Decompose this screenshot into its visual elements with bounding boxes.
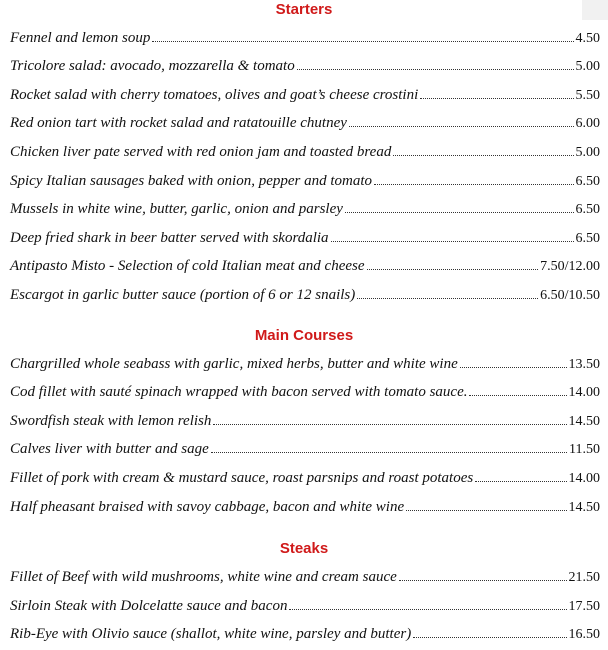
item-name: Tricolore salad: avocado, mozzarella & tomato: [10, 58, 295, 74]
item-name: Fillet of pork with cream & mustard sauce, roast parsnips and roast potatoes: [10, 470, 474, 486]
item-price: 7.50/12.00: [540, 259, 600, 274]
menu-item: [10, 285, 600, 305]
menu-item: [10, 624, 600, 644]
dot-leader: [469, 394, 566, 396]
item-price: 5.00: [575, 59, 600, 74]
item-price: 5.00: [575, 145, 600, 160]
section-heading-steaks: Steaks: [279, 540, 329, 557]
dot-leader: [475, 480, 566, 482]
menu-item: [10, 85, 600, 105]
dot-leader: [374, 183, 573, 185]
item-name: Sirloin Steak with Dolcelatte sauce and bacon: [10, 598, 288, 614]
dot-leader: [349, 125, 574, 127]
dot-leader: [297, 68, 574, 70]
item-price: 14.00: [568, 471, 600, 486]
item-name: Rocket salad with cherry tomatoes, olives and goat’s cheese crostini: [10, 87, 419, 103]
item-name: Deep fried shark in beer batter served with skordalia: [10, 230, 329, 246]
item-name: Spicy Italian sausages baked with onion, pepper and tomato: [10, 173, 373, 189]
dot-leader: [213, 423, 566, 425]
item-price: 21.50: [568, 570, 600, 585]
dot-leader: [152, 40, 573, 42]
dot-leader: [399, 579, 567, 581]
item-price: 16.50: [568, 627, 600, 642]
dot-leader: [393, 154, 573, 156]
menu-item: [10, 468, 600, 488]
item-price: 14.00: [568, 385, 600, 400]
item-price: 17.50: [568, 599, 600, 614]
item-name: Escargot in garlic butter sauce (portion of 6 or 12 snails): [10, 287, 356, 303]
item-name: Mussels in white wine, butter, garlic, onion and parsley: [10, 201, 343, 217]
item-price: 14.50: [568, 414, 600, 429]
item-price: 6.50: [575, 231, 600, 246]
item-price: 11.50: [569, 442, 600, 457]
menu-item: [10, 171, 600, 191]
dot-leader: [367, 268, 539, 270]
item-name: Red onion tart with rocket salad and ratatouille chutney: [10, 115, 347, 131]
item-name: Calves liver with butter and sage: [10, 441, 209, 457]
item-price: 5.50: [575, 88, 600, 103]
dot-leader: [460, 366, 567, 368]
dot-leader: [413, 636, 566, 638]
menu-item: [10, 256, 600, 276]
dot-leader: [357, 297, 538, 299]
menu-item: [10, 497, 600, 517]
section-heading-starters: Starters: [275, 1, 333, 18]
menu-item: [10, 439, 600, 459]
menu-item: [10, 199, 600, 219]
dot-leader: [345, 211, 574, 213]
item-name: Cod fillet with sauté spinach wrapped with bacon served with tomato sauce.: [10, 384, 468, 400]
item-name: Half pheasant braised with savoy cabbage, bacon and white wine: [10, 499, 405, 515]
menu-item: [10, 228, 600, 248]
dot-leader: [420, 97, 573, 99]
item-price: 6.50: [575, 202, 600, 217]
item-name: Chargrilled whole seabass with garlic, mixed herbs, butter and white wine: [10, 356, 458, 372]
dot-leader: [406, 509, 566, 511]
dot-leader: [331, 240, 574, 242]
item-price: 6.00: [575, 116, 600, 131]
item-name: Swordfish steak with lemon relish: [10, 413, 212, 429]
dot-leader: [211, 451, 567, 453]
section-heading-main-courses: Main Courses: [254, 327, 354, 344]
item-price: 14.50: [568, 500, 600, 515]
menu-item: [10, 382, 600, 402]
item-name: Rib-Eye with Olivio sauce (shallot, white wine, parsley and butter): [10, 626, 412, 642]
item-price: 4.50: [575, 31, 600, 46]
menu-item: [10, 567, 600, 587]
item-name: Antipasto Misto - Selection of cold Italian meat and cheese: [10, 258, 365, 274]
dot-leader: [289, 608, 566, 610]
menu-item: [10, 411, 600, 431]
menu-item: [10, 56, 600, 76]
item-price: 13.50: [568, 357, 600, 372]
menu-item: [10, 596, 600, 616]
item-name: Fillet of Beef with wild mushrooms, white wine and cream sauce: [10, 569, 397, 585]
menu-item: [10, 113, 600, 133]
item-name: Chicken liver pate served with red onion jam and toasted bread: [10, 144, 392, 160]
menu-item: [10, 142, 600, 162]
item-name: Fennel and lemon soup: [10, 30, 151, 46]
item-price: 6.50: [575, 174, 600, 189]
menu-item: [10, 354, 600, 374]
item-price: 6.50/10.50: [540, 288, 600, 303]
menu-item: [10, 28, 600, 48]
